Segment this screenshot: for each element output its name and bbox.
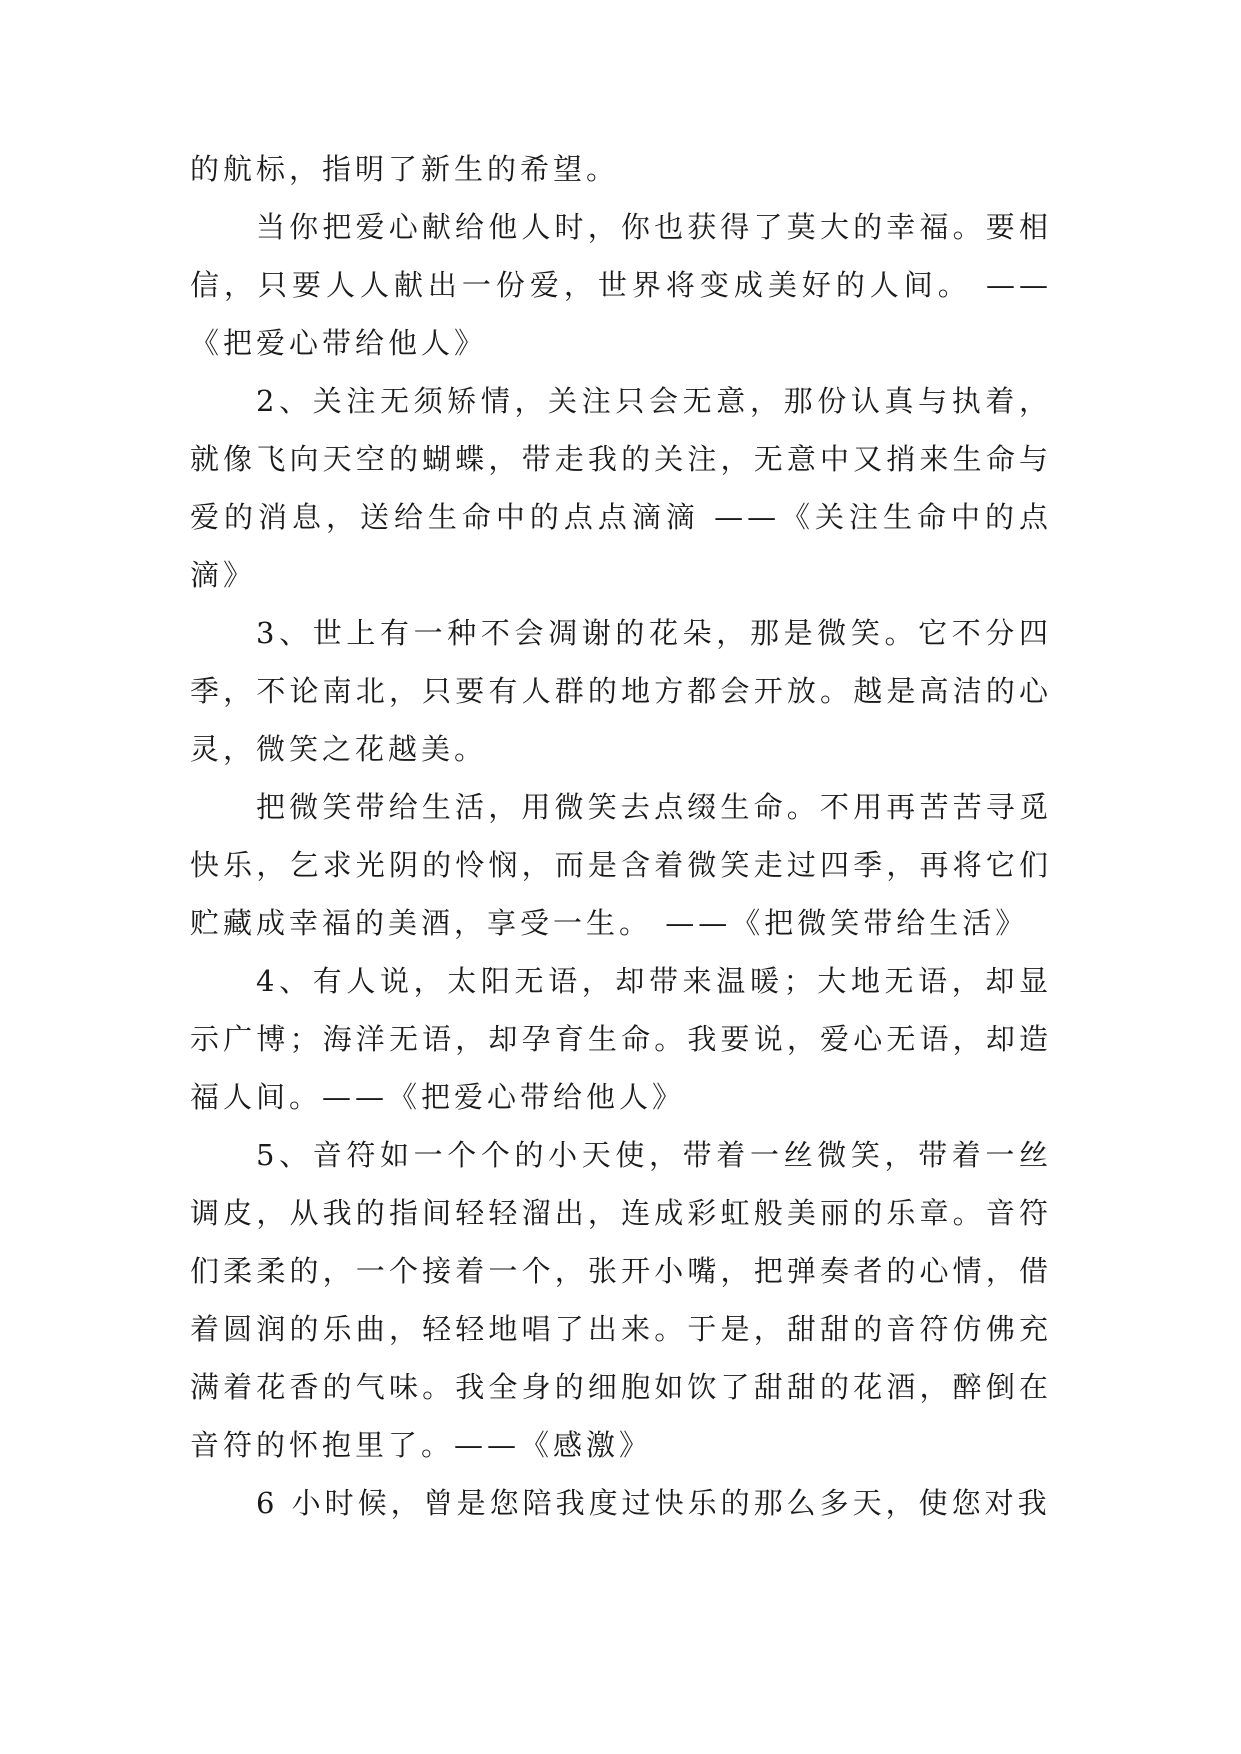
document-page (190, 140, 1052, 1532)
paragraph-item-6: 6 小时候，曾是您陪我度过快乐的那么多天，使您对我 (256, 1486, 1051, 1520)
paragraph-continuation: 的航标，指明了新生的希望。 (190, 152, 620, 186)
paragraph-love-gift: 当你把爱心献给他人时，你也获得了莫大的幸福。要相信，只要人人献出一份爱，世界将变成美好的人间。 ——《把爱心带给他人》 (190, 210, 1052, 360)
paragraph-smile-life: 把微笑带给生活，用微笑去点缀生命。不用再苦苦寻觅快乐，乞求光阴的怜悯，而是含着微笑走过四季，再将它们贮藏成幸福的美酒，享受一生。 ——《把微笑带给生活》 (190, 790, 1052, 940)
paragraph-item-5: 5、音符如一个个的小天使，带着一丝微笑，带着一丝调皮，从我的指间轻轻溜出，连成彩虹般美丽的乐章。音符们柔柔的，一个接着一个，张开小嘴，把弹奏者的心情，借着圆润的乐曲，轻轻地唱了出来。于是，甜甜的音符仿佛充满着花香的气味。我全身的细胞如饮了甜甜的花酒，醉倒在音符的怀抱里了。——《感激》 (190, 1138, 1052, 1462)
paragraph-item-4: 4、有人说，太阳无语，却带来温暖；大地无语，却显示广博；海洋无语，却孕育生命。我要说，爱心无语，却造福人间。——《把爱心带给他人》 (190, 964, 1052, 1114)
paragraph-item-2: 2、关注无须矫情，关注只会无意，那份认真与执着，就像飞向天空的蝴蝶，带走我的关注，无意中又捎来生命与爱的消息，送给生命中的点点滴滴 ——《关注生命中的点滴》 (190, 384, 1052, 592)
paragraph-item-3: 3、世上有一种不会凋谢的花朵，那是微笑。它不分四季，不论南北，只要有人群的地方都会开放。越是高洁的心灵，微笑之花越美。 (190, 616, 1052, 766)
